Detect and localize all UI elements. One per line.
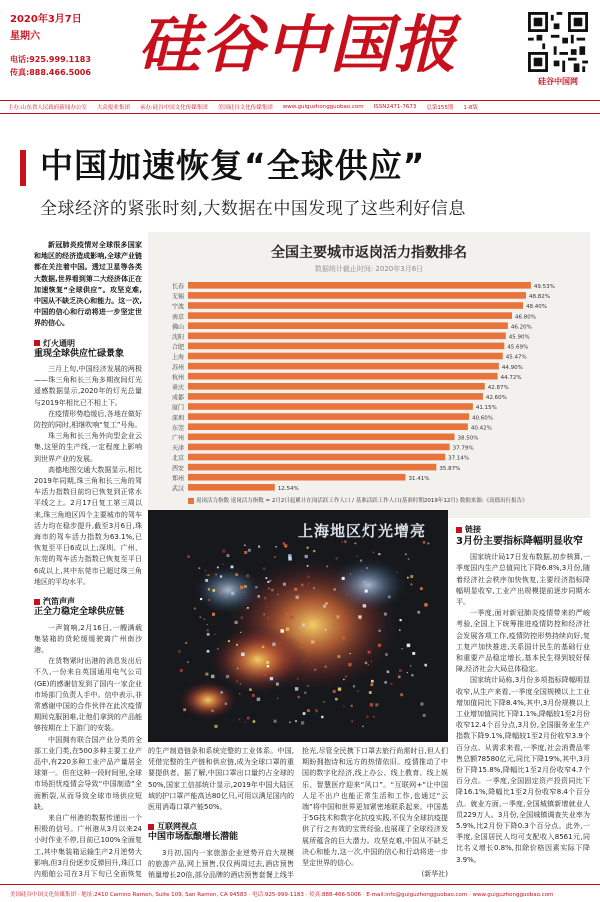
chart-value-label: 41.15% [475,405,497,412]
chart-bar [188,474,405,481]
chart-note: 返岗活力指数 = 2月2日起累计在岗活跃工作人口 / 基准活跃工作人口(基准时期2019年12月) [230,498,459,504]
square-bullet-icon [34,599,40,605]
info-sponsor-2: 大众报业集团 [96,105,130,111]
masthead-left [10,10,120,78]
chart-value-label: 44.72% [500,374,522,381]
info-organizer-2: 美国硅谷文化传媒集团 [217,105,273,111]
section4-tag: 链接 [465,525,481,534]
section3-tag-row [148,821,294,832]
section3-title: 中国市场酝酿增长潜能 [148,832,239,843]
mid-column-left [148,746,294,882]
chart-category-label: 武汉 [171,485,184,493]
chart-bar [188,312,512,319]
section2-tag-row [34,596,142,607]
section2-paragraph: 一声简响,2月16日,一艘满载集装箱的货轮缓缓驶离广州南沙港。 [34,623,142,654]
section3-paragraph: 3月初,国内一家旅游企业逆势开启大规模的旅游产品,网上预售,仅仅两周过去,酒店预售销量增长20倍,部分品牌的酒店预售套餐上线半 [148,848,294,880]
section1-paragraph: 在疫情形势趋缓后,各地在做好防控的同时,相继吹响“复工”号角。 [34,409,142,430]
photo-caption: 上海地区灯光增亮 [298,522,427,540]
mid-column-right [302,746,448,882]
chart-category-label: 长春 [171,283,184,291]
chart-value-label: 42.60% [485,395,507,402]
chart-bar [188,464,436,471]
chart-subtitle: 数据统计截止时间: 2020年3月6日 [314,265,424,273]
shanghai-night-lights-photo [148,510,448,742]
chart-category-label: 沈阳 [171,334,184,341]
info-pages: 1-8版 [463,105,478,111]
chart-bar [188,292,526,299]
section2-tag: 汽笛声声 [43,597,75,607]
chart-bar [188,444,450,451]
chart-value-label: 46.20% [510,324,532,331]
section4-tag-row [456,524,590,535]
chart-bar [188,403,473,410]
chart-category-label: 厦门 [171,404,184,412]
chart-category-label: 无锡 [171,293,184,301]
section1-paragraph: 高德地图交通大数据显示,相比2019年同期,珠三角和长三角的驾车活力指数目前均已恢复到正常水平线之上。2月17日复工第三周以来,珠三角地区四个主要城市的驾车活力均在稳步提升,截至3月6日,珠海市的驾车活力指数为63.1%,已恢复至平日6成以上;深圳、广州、东莞的驾车活力指数已恢复至平日6成以上,其中东莞市已超过珠三角地区的平均水平。 [34,465,142,586]
issue-weekday: 星期六 [10,31,40,42]
square-bullet-icon [148,824,154,830]
section1-paragraph: 珠三角和长三角外向型企业云集,这里的生产线,一定程度上影响到世界产业的发展。 [34,432,142,463]
chart-value-label: 45.69% [507,344,529,351]
info-issn: ISSN2471-7673 [373,104,417,110]
chart-category-label: 杭州 [171,374,184,382]
chart-category-label: 西安 [171,465,184,473]
masthead [0,0,600,100]
square-bullet-icon [456,527,462,533]
section1-title: 重现全球供应忙碌景象 [34,348,125,359]
square-bullet-icon [34,340,40,346]
chart-value-label: 49.53% [533,284,555,290]
chart-value-label: 38.50% [457,435,479,442]
issue-date: 2020年3月7日 [10,14,82,25]
newspaper-title: 硅谷中国报 [137,8,458,81]
legend-swatch [188,498,194,504]
left-column [34,240,142,880]
mid-right-paragraph: 抢光,尽管全民携下口罩去旅行尚需时日,但人们期盼拥抱诗和远方的热情依旧。疫情推动了中国的数字化经济,线上办公、线上教育、线上娱乐、智慧医疗迎来“风口”。“互联网+”让中国人足不出户也能正常生活和工作,也通过“云端”将中国和世界更加紧密地联系起来。中国基于5G技术和数字化抗疫实践,不仅为全球抗疫提供了行之有效的宝贵经验,也展现了全球经济发展所蕴含的巨大潜力。攻坚克难,中国从不缺乏决心和能力,这一次,中国的信心和行动将进一步坚定世界的信心。 [302,747,448,868]
chart-value-label: 45.47% [505,354,527,361]
chart-category-label: 宁波 [171,303,184,311]
section2-paragraph: 中国拥有联合国产业分类的全部工业门类,在500多种主要工业产品中,有220多种工业产品产量居全球第一。但在这种一段时间里,全球市场担忧疫情会导致“中国制造”全面断裂,从而导致全球市场供应短缺。 [34,735,142,811]
footer-bar: 美国硅谷中国文化传媒集团 · 地址:2410 Camino Ramon, Suite 109, San Ramon, CA 94583 · 电话:925-999-1183 · 传真:888-466-5006 · E-mail:info@guiguzhongguobao.com · www.guiguzhongguobao.com [0,884,600,902]
chart-value-label: 44.90% [501,364,523,371]
chart-source: 数据来源:《高德出行报告》 [459,498,528,504]
chart-bar [188,353,503,360]
chart-bar [188,393,483,400]
qr-code-icon [528,12,588,72]
chart-value-label: 31.41% [408,475,430,482]
chart-legend: 返岗活力指数 [196,498,230,504]
chart-value-label: 45.90% [508,334,530,341]
chart-category-label: 合肥 [171,344,184,352]
chart-bar [188,423,468,430]
chart-bar [188,282,531,289]
chart-bar [188,363,499,370]
chart-category-label: 上海 [171,354,184,362]
info-issue-number: 总第155期 [426,105,454,111]
chart-value-label: 40.42% [470,425,492,432]
section2-paragraph: 来自广州港的数据传递出一个积极的信号。广州港从3月以来24小时作业不停,目前已100%全面复工,其中集装箱运输生产2月逆势大影响,但3月份逐步反弹回升,珠江口内船舶公司在3月下旬已全面恢复 [34,813,142,878]
fax-number: 传真:888.466.5006 [10,68,91,77]
chart-category-label: 重庆 [171,384,184,392]
chart-value-label: 48.82% [528,294,550,301]
chart-bar [188,373,498,380]
bar-chart-svg [148,270,590,500]
section4-paragraph: 国家统计局称,3月份多项指标降幅明显收窄,从生产来看,一季度全国规模以上工业增加值同比下降8.4%,其中,3月份规模以上工业增加值同比下降1.1%,降幅较1至2月份收窄12.4个百分点,3月份,全国服务业生产指数下降9.1%,降幅较1至2月份收窄3.9个百分点。从需求来看,一季度,社会消费品零售总额78580亿元,同比下降19%,其中,3月份下降15.8%,降幅比1至2月份收窄4.7个百分点。一季度,全国固定资产投资同比下降16.1%,降幅比1至2月份收窄8.4个百分点。就业方面,一季度,全国城镇新增就业人员229万人。3月份,全国城镇调查失业率为5.9%,比2月份下降0.3个百分点。此外,一季度,全国居民人均可支配收入8561元,同比名义增长0.8%,扣除价格因素实际下降3.9%。 [456,676,590,864]
info-website-link[interactable]: www.guiguzhongguobao.com [282,104,364,110]
chart-title: 全国主要城市返岗活力指数排名 [271,245,467,261]
mid-paragraph: 的生产制造链条和系统完整的工业体系。中国,凭借完整的生产链和供应链,成为全球口罩的重要提供者。据了解,中国口罩出口量约占全球的50%,国家工信部统计显示,2019年中国大陆区域的护口罩产能高达80亿只,可用以满足国内的医用消毒口罩产能50%。 [148,747,294,812]
night-lights-map-image [148,510,448,742]
chart-value-label: 12.54% [277,486,299,492]
phone-number: 电话:925.999.1183 [10,55,91,64]
headline-accent-bar [20,150,26,186]
chart-category-label: 深圳 [171,414,184,422]
section2-paragraph: 在货物紧时出港的消息发出后不久,一份来自英国通用电气公司(GE)的感谢信发到了国内一家企业市场部门负责人手中。信中表示,非常感谢中国的合作伙伴在此次疫情期间克服困难,让他们拿到的产品能够按期在上下游门的安装。 [34,657,142,733]
chart-value-label: 46.80% [515,314,536,321]
chart-category-label: 苏州 [171,364,184,372]
chart-note-row [188,496,588,504]
section2-title: 正全力稳定全球供应链 [34,607,125,618]
chart-bar [188,302,523,309]
chart-bar [188,333,506,340]
info-organizer: 承办:硅谷中国文化传媒集团 [139,105,208,111]
chart-bar [188,383,485,390]
chart-category-label: 北京 [171,455,184,463]
chart-category-label: 南京 [171,313,184,321]
section-灯火通明-tag [34,338,142,349]
chart-value-label: 48.40% [526,304,548,311]
main-headline: 中国加速恢复“全球供应” [40,146,426,185]
section4-title: 3月份主要指标降幅明显收窄 [456,536,583,548]
chart-value-label: 37.79% [452,445,474,452]
chart-bar [188,413,469,420]
section1-tag: 灯火通明 [43,338,75,348]
chart-bar [188,322,508,329]
info-bar [0,100,600,114]
city-ranking-chart [148,232,590,518]
chart-category-label: 郑州 [171,475,184,483]
section4-paragraph: 国家统计局17日发布数据,初步核算,一季度国内生产总值同比下降6.8%,3月份,随着经济社会秩序加快恢复,主要经济指标降幅明显收窄,工业产出规模提前逐步同期水平。 [456,553,590,607]
chart-bar [188,343,504,350]
intro-paragraph: 新冠肺炎疫情对全球很多国家和地区的经济造成影响,全球产业链都在关注着中国。透过卫星等各类大数据,世界看到第二大经济体正在加速恢复“全球供应”。攻坚克难,中国从不缺乏决心和能力。这一次,中国的信心和行动将进一步坚定世界的信心。 [34,241,142,328]
chart-category-label: 天津 [171,445,184,453]
chart-category-label: 成都 [171,394,184,402]
right-column [456,524,590,882]
chart-category-label: 广州 [171,435,184,442]
chart-value-label: 40.60% [472,415,494,422]
chart-category-label: 东莞 [171,424,184,432]
sub-headline: 全球经济的紧张时刻,大数据在中国发现了这些利好信息 [40,199,466,219]
qr-label: 硅谷中国网 [538,77,578,86]
info-sponsor: 主办:山东省人民政府新闻办公室 [8,105,87,111]
chart-value-label: 42.87% [487,385,509,391]
section4-paragraph: 一季度,面对新冠肺炎疫情带来的严峻考验,全国上下统筹推进疫情防控和经济社会发展各项工作,疫情防控形势持续向好,复工复产加快推进,关系国计民生的基础行业和重要产品稳定增长,基本民生得到较好保障,经济社会大局总体稳定。 [456,609,590,674]
chart-bar [188,434,455,441]
chart-value-label: 37.14% [448,455,470,462]
chart-bar [188,454,445,461]
byline: (新华社) [421,870,448,879]
chart-value-label: 35.87% [439,465,461,472]
chart-bar [188,484,275,491]
section1-paragraph: 三月上旬,中国经济发展的两极——珠三角和长三角多期夜间灯光遥感数据显示,2020年的灯光总量与2019年相比已不相上下。 [34,365,142,407]
section3-tag: 互联网视点 [157,822,197,832]
chart-category-label: 佛山 [171,323,184,331]
